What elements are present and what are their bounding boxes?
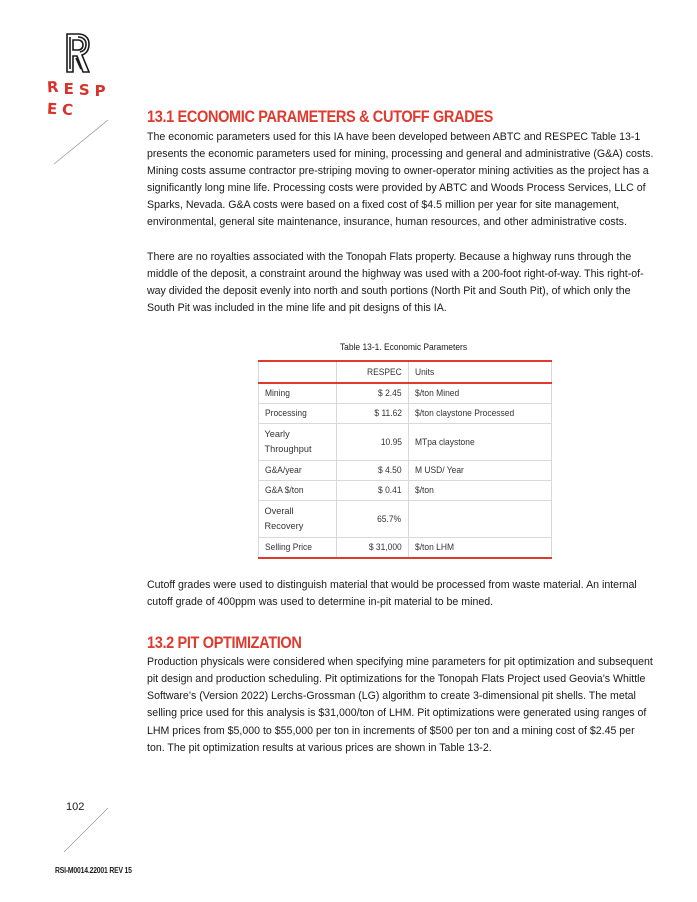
row-label: Overall Recovery [258, 500, 336, 537]
row-value: $ 11.62 [336, 403, 408, 423]
section-13-2-paragraph-1: Production physicals were considered when specifying mine parameters for pit optimization and subsequent pit design and production scheduling. Pit optimizations for the Tonopah Flats Project used Geovia’s Whittle Software’s (Version 2022) Lerchs-Grossman (LG) algorithm to create 3-dimensional pit shells. The metal selling price used for this analysis is $31,000/ton of LHM. Pit optimizations were generated using ranges of LHM prices from $5,000 to $55,000 per ton in increments of $500 per ton and a mining cost of $2.45 per ton. The pit optimization results at various prices are shown in Table 13-2. [147, 656, 653, 754]
row-unit: MTpa claystone [408, 423, 551, 460]
table-row [258, 423, 551, 460]
row-value: 10.95 [336, 423, 408, 460]
respec-r-monogram [64, 32, 92, 74]
economic-parameters-table [258, 360, 552, 559]
row-label: Processing [258, 403, 336, 423]
row-label: Selling Price [258, 537, 336, 558]
row-value: $ 0.41 [336, 480, 408, 500]
section-13-2-title: 13.2 PIT OPTIMIZATION [147, 634, 302, 653]
table-row [258, 403, 551, 423]
table-caption: Table 13-1. Economic Parameters [339, 340, 468, 352]
row-label: Yearly Throughput [258, 423, 336, 460]
section-13-1-paragraph-2: There are no royalties associated with the Tonopah Flats property. Because a highway runs through the middle of the deposit, a constraint around the highway was used with a 200-foot right-of-way. This right-of-way divided the deposit evenly into north and south portions (North Pit and South Pit), of which only the South Pit was included in the mine life and pit designs of this IA. [147, 250, 644, 314]
row-unit: $/ton Mined [408, 383, 551, 404]
table-row [258, 460, 551, 480]
row-unit [408, 500, 551, 537]
row-value: $ 4.50 [336, 460, 408, 480]
table-row [258, 383, 551, 404]
row-unit: M USD/ Year [408, 460, 551, 480]
row-unit: $/ton claystone Processed [408, 403, 551, 423]
row-value: $ 2.45 [336, 383, 408, 404]
decorative-diagonal-top [52, 118, 110, 166]
table-header-blank [258, 361, 336, 383]
row-unit: $/ton LHM [408, 537, 551, 558]
respec-wordmark: RESPEC [46, 77, 111, 120]
row-label: G&A/year [258, 460, 336, 480]
row-label: Mining [258, 383, 336, 404]
table-header-row [258, 361, 551, 383]
table-row [258, 500, 551, 537]
document-id: RSI-M0014.22001 REV 15 [55, 866, 132, 875]
page-number: 102 [66, 801, 85, 813]
row-unit: $/ton [408, 480, 551, 500]
table-row [258, 480, 551, 500]
table-header-units: Units [408, 361, 551, 383]
decorative-diagonal-bottom [62, 806, 110, 854]
section-13-1-paragraph-1: The economic parameters used for this IA have been developed between ABTC and RESPEC Table 13-1 presents the economic parameters used for mining, processing and general and administrative (G&A) costs. Mining costs assume contractor pre-striping moving to owner-operator mining activities as the project has a significantly long mine life. Processing costs were provided by ABTC and Woods Process Services, LLC of Sparks, Nevada. G&A costs were based on a fixed cost of $4.5 million per year for site management, environmental, general site maintenance, insurance, human resources, and other administrative costs. [147, 131, 654, 229]
table-row [258, 537, 551, 558]
cutoff-grade-paragraph: Cutoff grades were used to distinguish material that would be processed from waste material. An internal cutoff grade of 400ppm was used to determine in-pit material to be mined. [147, 578, 637, 609]
row-label: G&A $/ton [258, 480, 336, 500]
row-value: $ 31,000 [336, 537, 408, 558]
table-header-respec: RESPEC [336, 361, 408, 383]
respec-logo [44, 30, 114, 120]
main-content [147, 106, 655, 757]
section-13-1-title: 13.1 ECONOMIC PARAMETERS & CUTOFF GRADES [147, 108, 494, 126]
row-value: 65.7% [336, 500, 408, 537]
